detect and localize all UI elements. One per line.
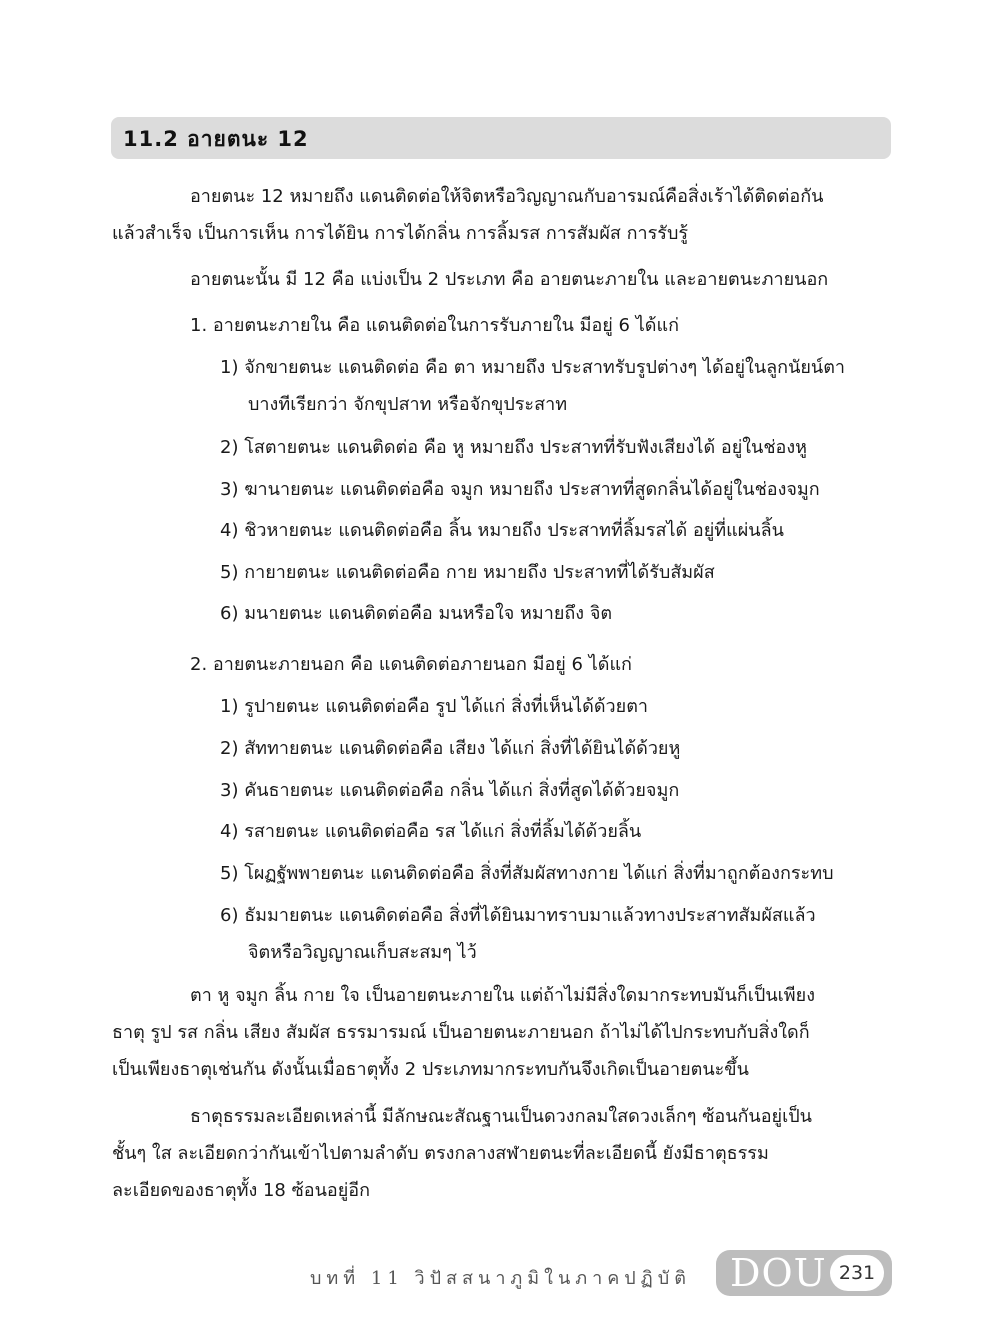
internal-item-2: 2) โสตายตนะ แดนติดต่อ คือ หู หมายถึง ประสาทที่รับฟังเสียงได้ อยู่ในช่องหู <box>220 437 808 458</box>
external-item-5: 5) โผฏฐัพพายตนะ แดนติดต่อคือ สิ่งที่สัมผัสทางกาย ได้แก่ สิ่งที่มาถูกต้องกระทบ <box>220 863 834 884</box>
external-item-3: 3) คันธายตนะ แดนติดต่อคือ กลิ่น ได้แก่ สิ่งที่สูดได้ด้วยจมูก <box>220 780 680 801</box>
dou-logo: DOU <box>730 1251 827 1295</box>
external-item-6-line1: 6) ธัมมายตนะ แดนติดต่อคือ สิ่งที่ได้ยินมาทราบมาแล้วทางประสาทสัมผัสแล้ว <box>220 905 816 926</box>
external-item-6-line2: จิตหรือวิญญาณเก็บสะสมๆ ไว้ <box>248 942 477 963</box>
internal-item-3: 3) ฆานายตนะ แดนติดต่อคือ จมูก หมายถึง ประสาทที่สูดกลิ่นได้อยู่ในช่องจมูก <box>220 479 820 500</box>
para3-line3: เป็นเพียงธาตุเช่นกัน ดังนั้นเมื่อธาตุทั้ง 2 ประเภทมากระทบกันจึงเกิดเป็นอายตนะขึ้น <box>112 1059 749 1080</box>
footer-logo-badge <box>716 1250 892 1296</box>
para3-line1: ตา หู จมูก ลิ้น กาย ใจ เป็นอายตนะภายใน แต่ถ้าไม่มีสิ่งใดมากระทบมันก็เป็นเพียง <box>190 985 816 1006</box>
para4-line3: ละเอียดของธาตุทั้ง 18 ซ้อนอยู่อีก <box>112 1180 370 1201</box>
para4-line1: ธาตุธรรมละเอียดเหล่านี้ มีลักษณะสัณฐานเป็นดวงกลมใสดวงเล็กๆ ซ้อนกันอยู่เป็น <box>190 1106 812 1127</box>
footer-chapter-title: บทที่ 11 วิปัสสนาภูมิในภาคปฏิบัติ <box>310 1268 691 1289</box>
section-header <box>111 117 891 159</box>
internal-item-4: 4) ชิวหายตนะ แดนติดต่อคือ ลิ้น หมายถึง ประสาทที่ลิ้มรสได้ อยู่ที่แผ่นลิ้น <box>220 520 784 541</box>
internal-item-1-line2: บางทีเรียกว่า จักขุปสาท หรือจักขุประสาท <box>248 394 568 415</box>
page-number: 231 <box>830 1255 884 1291</box>
external-item-2: 2) สัททายตนะ แดนติดต่อคือ เสียง ได้แก่ สิ่งที่ได้ยินได้ด้วยหู <box>220 738 681 759</box>
internal-heading: 1. อายตนะภายใน คือ แดนติดต่อในการรับภายใน มีอยู่ 6 ได้แก่ <box>190 315 679 336</box>
external-item-4: 4) รสายตนะ แดนติดต่อคือ รส ได้แก่ สิ่งที่ลิ้มได้ด้วยลิ้น <box>220 821 642 842</box>
section-title: 11.2 อายตนะ 12 <box>123 127 309 151</box>
para1-line1: อายตนะ 12 หมายถึง แดนติดต่อให้จิตหรือวิญญาณกับอารมณ์คือสิ่งเร้าได้ติดต่อกัน <box>190 186 824 207</box>
internal-item-6: 6) มนายตนะ แดนติดต่อคือ มนหรือใจ หมายถึง จิต <box>220 603 613 624</box>
external-item-1: 1) รูปายตนะ แดนติดต่อคือ รูป ได้แก่ สิ่งที่เห็นได้ด้วยตา <box>220 696 649 717</box>
para2: อายตนะนั้น มี 12 คือ แบ่งเป็น 2 ประเภท คือ อายตนะภายใน และอายตนะภายนอก <box>190 269 829 290</box>
para1-line2: แล้วสำเร็จ เป็นการเห็น การได้ยิน การได้กลิ่น การลิ้มรส การสัมผัส การรับรู้ <box>112 223 689 244</box>
para3-line2: ธาตุ รูป รส กลิ่น เสียง สัมผัส ธรรมารมณ์ เป็นอายตนะภายนอก ถ้าไม่ได้ไปกระทบกับสิ่งใดก็ <box>112 1022 810 1043</box>
para4-line2: ชั้นๆ ใส ละเอียดกว่ากันเข้าไปตามลำดับ ตรงกลางสฬายตนะที่ละเอียดนี้ ยังมีธาตุธรรม <box>112 1143 769 1164</box>
internal-item-1-line1: 1) จักขายตนะ แดนติดต่อ คือ ตา หมายถึง ประสาทรับรูปต่างๆ ได้อยู่ในลูกนัยน์ตา <box>220 357 846 378</box>
external-heading: 2. อายตนะภายนอก คือ แดนติดต่อภายนอก มีอยู่ 6 ได้แก่ <box>190 654 632 675</box>
internal-item-5: 5) กายายตนะ แดนติดต่อคือ กาย หมายถึง ประสาทที่ได้รับสัมผัส <box>220 562 715 583</box>
